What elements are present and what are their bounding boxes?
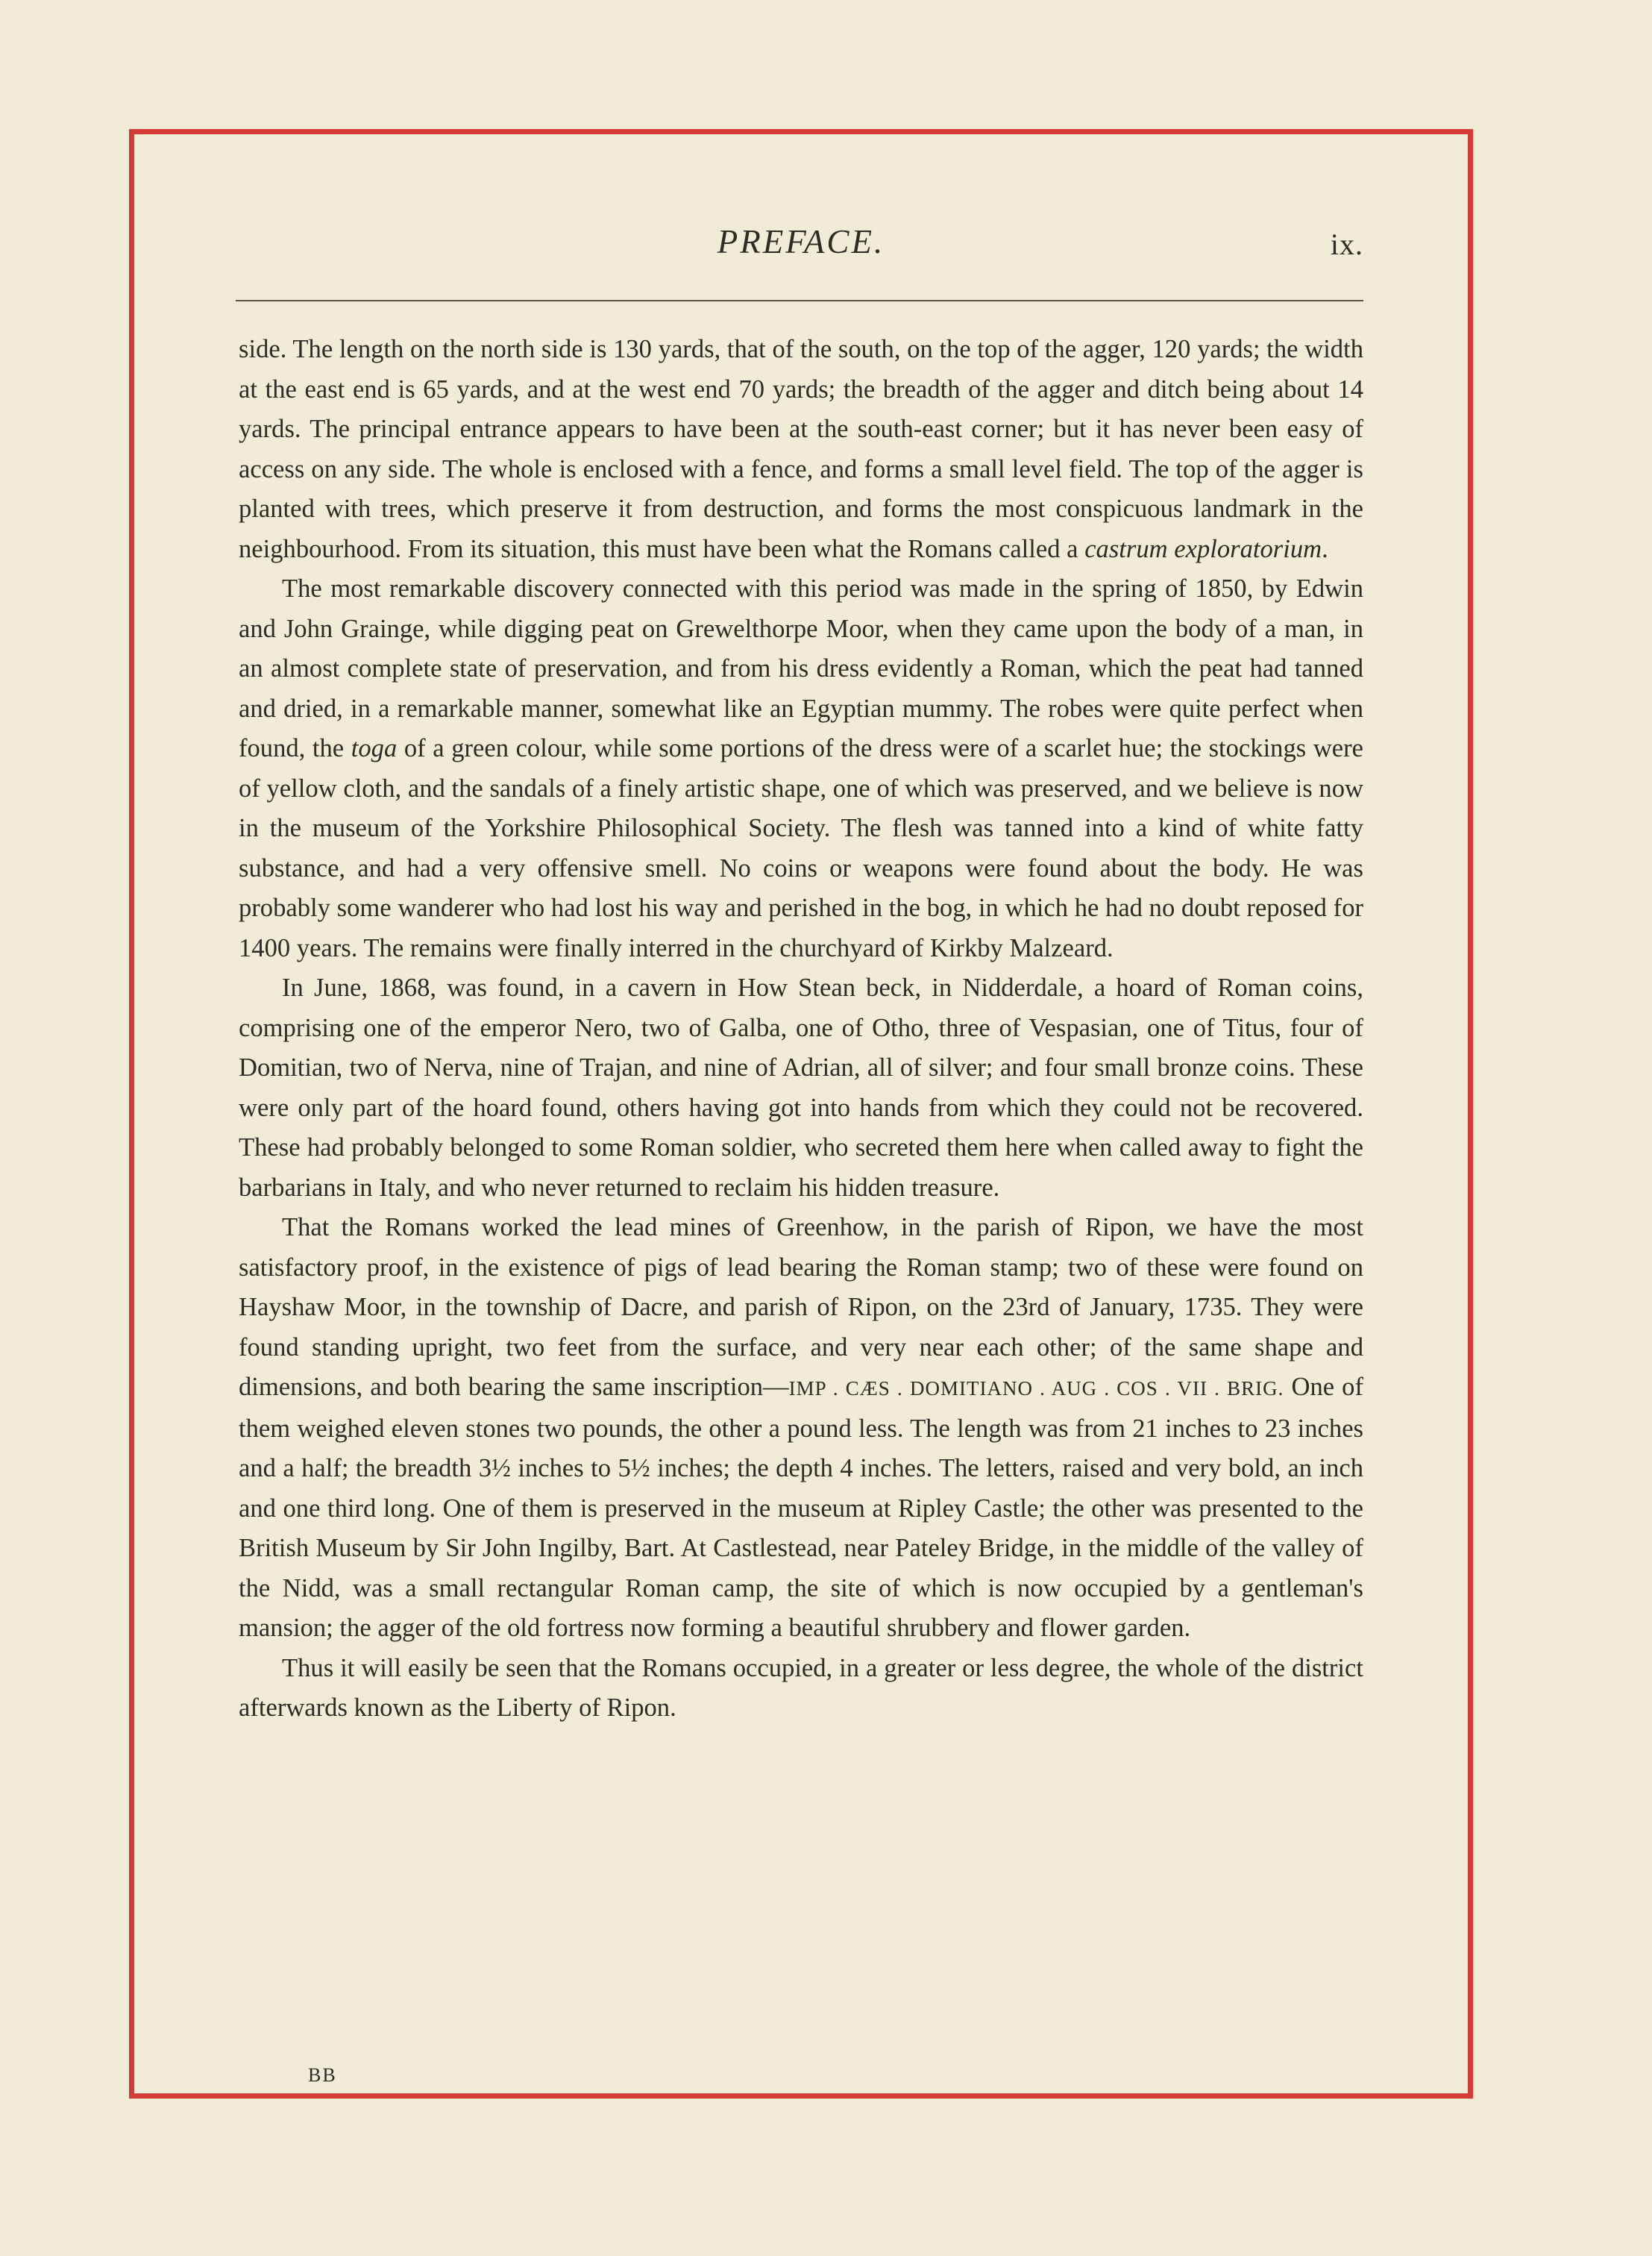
signature-mark: BB xyxy=(308,2064,337,2086)
paragraph-4-end: One of them weighed eleven stones two pounds, the other a pound less. The length was from 21 inches to 23 inches and a half; the breadth 3½ inches to 5½ inches; the depth 4 inches. The letters, raised and very bold, an inch and one third long. One of them is preserved in the museum at Ripley Castle; the other was presented to the British Museum by Sir John Ingilby, Bart. At Castlestead, near Pateley Bridge, in the middle of the valley of the Nidd, was a small rectangular Roman camp, the site of which is now occupied by a gentleman's mansion; the agger of the old fortress now forming a beautiful shrubbery and flower garden. xyxy=(239,1373,1363,1642)
paragraph-4 xyxy=(239,1208,1363,1649)
paragraph-2-text: The most remarkable discovery connected with this period was made in the spring of 1850, by Edwin and John Grainge, while digging peat on Grewelthorpe Moor, when they came upon the body of a man, in an almost complete state of preservation, and from his dress evidently a Roman, which the peat had tanned and dried, in a remarkable manner, somewhat like an Egyptian mummy. The robes were quite perfect when found, the xyxy=(239,574,1363,762)
page-border xyxy=(129,129,1473,2099)
body-text xyxy=(239,330,1363,1729)
paragraph-1-text: side. The length on the north side is 130 yards, that of the south, on the top of the agger, 120 yards; the width at the east end is 65 yards, and at the west end 70 yards; the breadth of the agger and ditch being about 14 yards. The principal entrance appears to have been at the south-east corner; but it has never been easy of access on any side. The whole is enclosed with a fence, and forms a small level field. The top of the agger is planted with trees, which preserve it from destruction, and forms the most conspicuous landmark in the neighbourhood. From its situation, this must have been what the Romans called a xyxy=(239,335,1363,563)
page-number: ix. xyxy=(1330,228,1363,261)
paragraph-2 xyxy=(239,569,1363,968)
paragraph-4-text: That the Romans worked the lead mines of Greenhow, in the parish of Ripon, we have the most satisfactory proof, in the existence of pigs of lead bearing the Roman stamp; two of these were found on Hayshaw Moor, in the township of Dacre, and parish of Ripon, on the 23rd of January, 1735. They were found standing upright, two feet from the surface, and very near each other; of the same shape and dimensions, and both bearing the same inscription— xyxy=(239,1213,1363,1401)
paragraph-1-end: . xyxy=(1322,534,1328,563)
paragraph-3-text: In June, 1868, was found, in a cavern in How Stean beck, in Nidderdale, a hoard of Roman coins, comprising one of the emperor Nero, two of Galba, one of Otho, three of Vespasian, one of Titus, four of Domitian, two of Nerva, nine of Trajan, and nine of Adrian, all of silver; and four small bronze coins. These were only part of the hoard found, others having got into hands from which they could not be recovered. These had probably belonged to some Roman soldier, who secreted them here when called away to fight the barbarians in Italy, and who never returned to reclaim his hidden treasure. xyxy=(239,974,1363,1202)
page-title: PREFACE. xyxy=(717,223,885,260)
header-rule xyxy=(236,300,1363,301)
paragraph-2-end: of a green colour, while some portions of the dress were of a scarlet hue; the stockings were of yellow cloth, and the sandals of a finely artistic shape, one of which was preserved, and we believe is now in the museum of the Yorkshire Philosophical Society. The flesh was tanned into a kind of white fatty substance, and had a very offensive smell. No coins or weapons were found about the body. He was probably some wanderer who had lost his way and perished in the bog, in which he had no doubt reposed for 1400 years. The remains were finally interred in the churchyard of Kirkby Malzeard. xyxy=(239,734,1363,962)
paragraph-3 xyxy=(239,968,1363,1208)
paragraph-5 xyxy=(239,1649,1363,1729)
paragraph-5-text: Thus it will easily be seen that the Romans occupied, in a greater or less degree, the whole of the district afterwards known as the Liberty of Ripon. xyxy=(239,1653,1363,1722)
running-head xyxy=(134,222,1468,289)
latin-term-toga: toga xyxy=(351,734,398,762)
paragraph-1 xyxy=(239,330,1363,569)
roman-inscription: IMP . CÆS . DOMITIANO . AUG . COS . VII . BRIG. xyxy=(788,1377,1284,1400)
latin-term: castrum exploratorium xyxy=(1084,534,1322,563)
